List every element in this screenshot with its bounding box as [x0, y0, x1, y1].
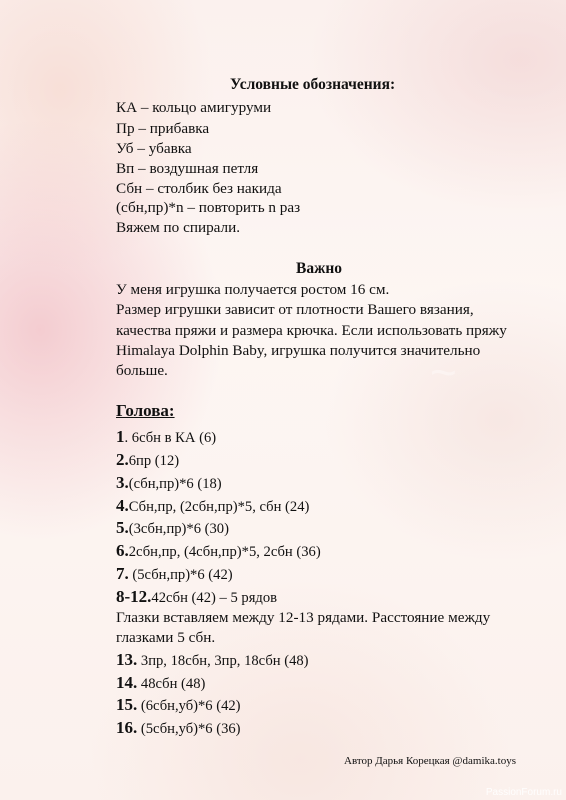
row-text: 6пр (12)	[128, 453, 180, 469]
legend-item: Пр – прибавка	[116, 120, 210, 137]
pattern-row	[116, 450, 179, 470]
pattern-row	[116, 564, 233, 584]
legend-item: Сбн – столбик без накида	[116, 180, 282, 197]
row-number: 13.	[116, 650, 138, 669]
row-text: (3сбн,пр)*6 (30)	[128, 521, 229, 537]
pattern-row	[116, 541, 321, 561]
row-number: 2.	[116, 450, 129, 469]
row-text: (сбн,пр)*6 (18)	[128, 476, 222, 492]
row-text: (5сбн,пр)*6 (42)	[128, 567, 233, 583]
pattern-row	[116, 695, 241, 715]
row-number: 16.	[116, 718, 138, 737]
important-title: Важно	[296, 260, 343, 277]
row-number: 5.	[116, 518, 129, 537]
pattern-row	[116, 718, 241, 738]
legend-item: (сбн,пр)*n – повторить n раз	[116, 199, 301, 216]
row-number: 7.	[116, 564, 129, 583]
row-number: 3.	[116, 473, 129, 492]
important-line: Himalaya Dolphin Baby, игрушка получится значительно	[116, 342, 481, 359]
row-number: 14.	[116, 673, 138, 692]
row-text: (6сбн,уб)*6 (42)	[137, 698, 241, 714]
row-text: 3пр, 18сбн, 3пр, 18сбн (48)	[137, 653, 309, 669]
important-line: больше.	[116, 362, 168, 379]
eyes-note: Глазки вставляем между 12-13 рядами. Расстояние между	[116, 609, 491, 626]
row-number: 4.	[116, 496, 129, 515]
author-credit: Автор Дарья Корецкая @damika.toys	[344, 755, 517, 767]
eyes-note: глазками 5 сбн.	[116, 629, 216, 646]
important-line: У меня игрушка получается ростом 16 см.	[116, 281, 390, 298]
row-text: 2сбн,пр, (4сбн,пр)*5, 2сбн (36)	[128, 544, 321, 560]
pattern-row	[116, 427, 216, 447]
pattern-row	[116, 650, 309, 670]
row-text: Сбн,пр, (2сбн,пр)*5, сбн (24)	[128, 499, 310, 515]
row-text: (5сбн,уб)*6 (36)	[137, 721, 241, 737]
background-decoration: ~	[430, 346, 459, 398]
legend-item: Вп – воздушная петля	[116, 160, 259, 177]
row-number: 15.	[116, 695, 138, 714]
pattern-row	[116, 587, 277, 607]
pattern-row	[116, 673, 205, 693]
row-number: 6.	[116, 541, 129, 560]
row-number: 8-12.	[116, 587, 152, 606]
row-text: 48сбн (48)	[137, 676, 206, 692]
site-watermark: PassionForum.ru	[485, 787, 562, 798]
legend-item: КА – кольцо амигуруми	[116, 99, 272, 116]
legend-item: Вяжем по спирали.	[116, 219, 241, 236]
legend-item: Уб – убавка	[116, 140, 192, 157]
pattern-row	[116, 518, 229, 538]
pattern-row	[116, 473, 222, 493]
important-line: качества пряжи и размера крючка. Если использовать пряжу	[116, 322, 507, 339]
pattern-row	[116, 496, 309, 516]
important-line: Размер игрушки зависит от плотности Вашего вязания,	[116, 301, 474, 318]
legend-title: Условные обозначения:	[230, 76, 396, 93]
row-number: 1	[116, 427, 125, 446]
row-text: . 6сбн в КА (6)	[124, 430, 217, 446]
row-text: 42сбн (42) – 5 рядов	[151, 590, 278, 606]
head-section-title: Голова:	[116, 401, 175, 420]
